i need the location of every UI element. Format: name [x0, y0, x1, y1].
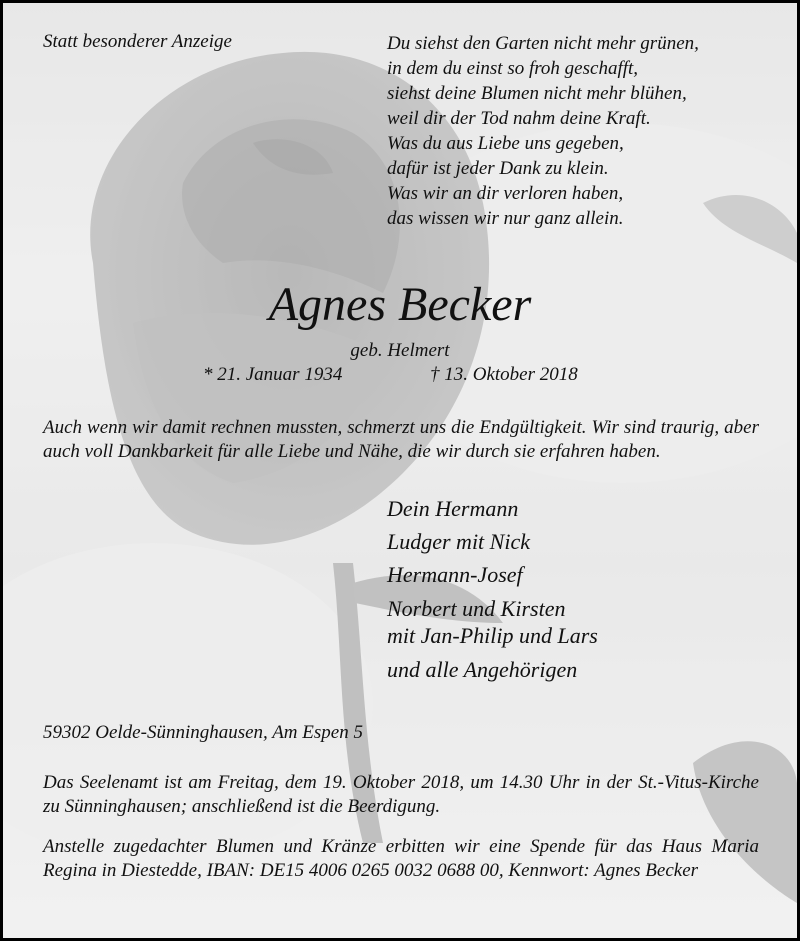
death-date: † 13. Oktober 2018	[430, 364, 578, 385]
address: 59302 Oelde-Sünninghausen, Am Espen 5	[43, 722, 363, 743]
poem-line: weil dir der Tod nahm deine Kraft.	[387, 108, 651, 129]
poem-line: dafür ist jeder Dank zu klein.	[387, 158, 609, 179]
poem-line: siehst deine Blumen nicht mehr blühen,	[387, 83, 687, 104]
family-line: und alle Angehörigen	[387, 657, 578, 682]
family-line: Ludger mit Nick	[387, 529, 530, 554]
poem	[387, 31, 699, 231]
poem-line: das wissen wir nur ganz allein.	[387, 208, 624, 229]
family-line: Hermann-Josef	[387, 562, 523, 587]
poem-line: in dem du einst so froh geschafft,	[387, 58, 639, 79]
family-line: Dein Hermann	[387, 496, 519, 521]
poem-line: Du siehst den Garten nicht mehr grünen,	[387, 33, 699, 54]
donation-paragraph: Anstelle zugedachter Blumen und Kränze erbitten wir eine Spende für das Haus Maria Regina in Diestedde, IBAN: DE15 4006 0265 0032 0688 00, Kennwort: Agnes Becker	[43, 836, 759, 881]
family-line: Norbert und Kirsten	[387, 596, 566, 621]
birth-date: * 21. Januar 1934	[203, 364, 343, 385]
message-paragraph: Auch wenn wir damit rechnen mussten, schmerzt uns die Endgültigkeit. Wir sind traurig, aber auch voll Dankbarkeit für alle Liebe und Nähe, die wir durch sie erfahren haben.	[43, 417, 759, 462]
poem-line: Was du aus Liebe uns gegeben,	[387, 133, 624, 154]
poem-line: Was wir an dir verloren haben,	[387, 183, 624, 204]
maiden-name: geb. Helmert	[350, 340, 450, 361]
service-paragraph: Das Seelenamt ist am Freitag, dem 19. Oktober 2018, um 14.30 Uhr in der St.-Vitus-Kirche zu Sünninghausen; anschließend ist die Beerdigung.	[43, 772, 759, 817]
intro-text: Statt besonderer Anzeige	[43, 31, 232, 52]
family-line: mit Jan-Philip und Lars	[387, 623, 598, 648]
deceased-name: Agnes Becker	[268, 278, 532, 331]
